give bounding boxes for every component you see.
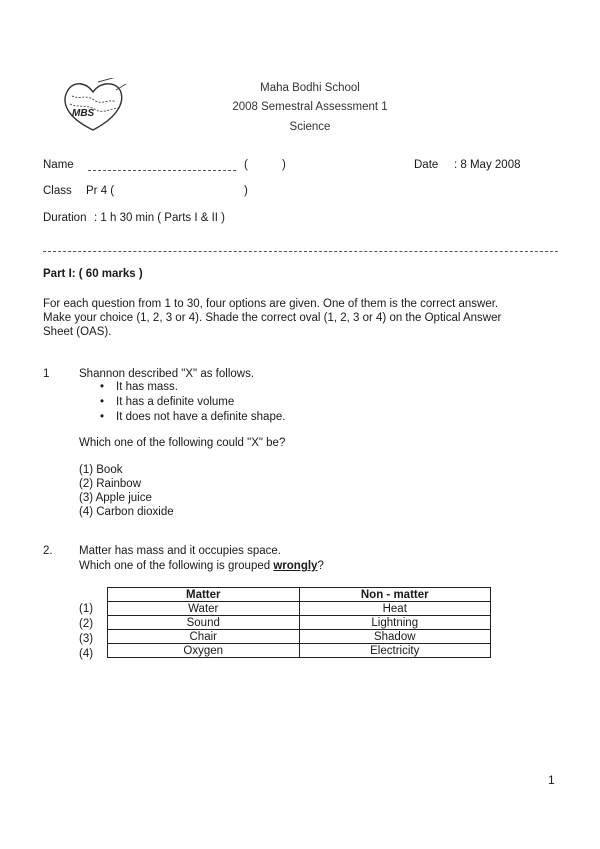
non-matter-cell: Heat (299, 602, 491, 616)
q2-stem-line1: Matter has mass and it occupies space. (79, 545, 281, 557)
q1-bullet: • It has mass. (100, 380, 285, 395)
duration-value: : 1 h 30 min ( Parts I & II ) (94, 212, 226, 224)
class-value: Pr 4 ( (86, 185, 115, 197)
q1-options (79, 463, 174, 519)
q2-stem-post: ? (317, 560, 324, 572)
non-matter-cell: Lightning (299, 616, 491, 630)
q2-row-label: (2) (79, 618, 94, 630)
part1-instructions-line1: For each question from 1 to 30, four options are given. One of them is the correct answer. (43, 298, 499, 310)
q1-option: (1) Book (79, 464, 123, 476)
duration-label: Duration (43, 212, 87, 224)
q1-bullets (100, 380, 285, 425)
matter-cell: Sound (108, 616, 300, 630)
q1-option: (2) Rainbow (79, 478, 141, 490)
q2-matter-table (107, 587, 491, 658)
q1-option: (4) Carbon dioxide (79, 506, 174, 518)
matter-cell: Oxygen (108, 644, 300, 658)
name-paren-close: ) (282, 159, 286, 171)
name-paren-open: ( (244, 159, 248, 171)
non-matter-cell: Electricity (299, 644, 491, 658)
q2-stem-emphasis: wrongly (273, 560, 318, 572)
col-header-non-matter: Non - matter (299, 588, 491, 602)
table-row (108, 644, 491, 658)
table-row (108, 630, 491, 644)
q1-question: Which one of the following could "X" be? (79, 437, 286, 449)
q1-stem: Shannon described "X" as follows. (79, 368, 255, 380)
q1-number: 1 (43, 368, 50, 380)
part1-instructions-line2: Make your choice (1, 2, 3 or 4). Shade the correct oval (1, 2, 3 or 4) on the Optical Answer (43, 312, 502, 324)
part1-instructions-line3: Sheet (OAS). (43, 326, 112, 338)
page-number: 1 (548, 773, 555, 787)
q2-stem-line2 (79, 560, 324, 572)
section-divider (43, 251, 558, 252)
q1-bullet: • It has a definite volume (100, 395, 285, 410)
q2-stem-pre: Which one of the following is grouped (79, 560, 274, 572)
q2-row-label: (3) (79, 633, 94, 645)
q2-row-labels (79, 602, 93, 662)
matter-cell: Water (108, 602, 300, 616)
q2-row-label: (4) (79, 648, 94, 660)
q2-number: 2. (43, 545, 53, 557)
q1-option: (3) Apple juice (79, 492, 152, 504)
q1-bullet: • It does not have a definite shape. (100, 410, 285, 425)
class-label: Class (43, 185, 72, 197)
col-header-matter: Matter (108, 588, 300, 602)
logo-text: MBS (72, 108, 95, 119)
date-value: : 8 May 2008 (454, 159, 521, 171)
table-row (108, 616, 491, 630)
subject-title: Science (289, 121, 331, 133)
class-paren-close: ) (244, 185, 248, 197)
part1-heading: Part I: ( 60 marks ) (43, 268, 143, 280)
table-header-row (108, 588, 491, 602)
name-field[interactable] (88, 170, 236, 171)
table-row (108, 602, 491, 616)
date-label: Date (414, 159, 439, 171)
school-name: Maha Bodhi School (260, 82, 360, 94)
name-label: Name (43, 159, 74, 171)
assessment-title: 2008 Semestral Assessment 1 (232, 101, 388, 113)
non-matter-cell: Shadow (299, 630, 491, 644)
matter-cell: Chair (108, 630, 300, 644)
q2-row-label: (1) (79, 603, 94, 615)
